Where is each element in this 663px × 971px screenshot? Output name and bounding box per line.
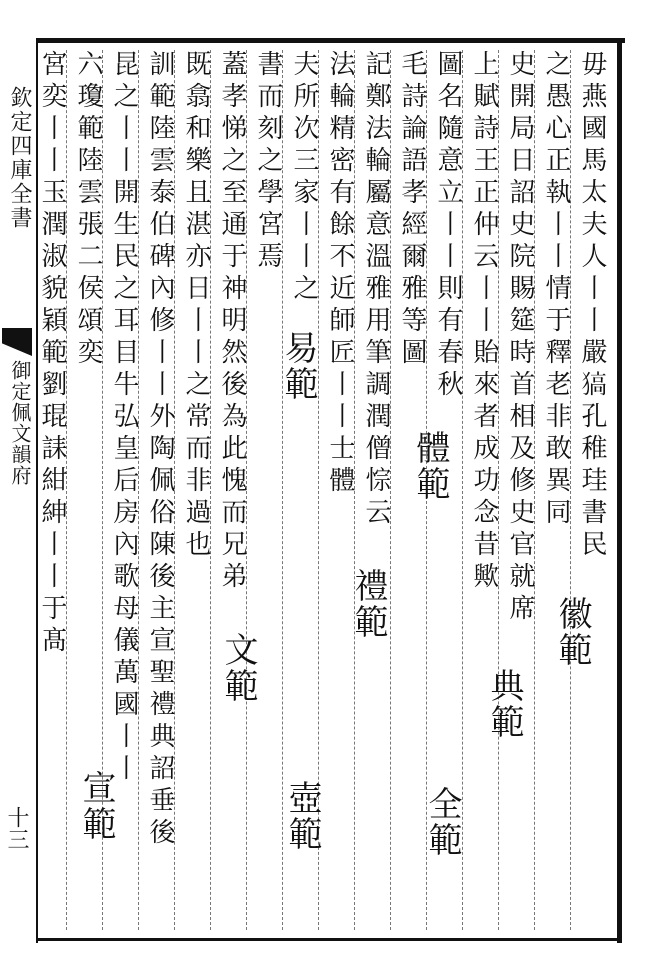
text-column: 毛詩論語孝經爾雅等圖 [390,50,434,930]
text-column: 之愚心正執丨丨情于釋老非敢異同 [534,50,578,930]
text-column: 書而刻之學宮焉 [246,50,290,930]
page-border-bottom [38,938,622,941]
text-column: 昆之丨丨開生民之耳目牛弘皇后房內歌母儀萬國丨丨 [102,50,146,930]
heading-quan-fan: 全範 [422,786,462,858]
text-column: 法輪精密有餘不近師匠丨丨士體 [318,50,362,930]
series-title: 欽定四庫全書 [7,86,32,230]
heading-wen-fan: 文範 [218,632,258,704]
text-column: 既翕和樂且湛亦日丨丨之常而非過也 [174,50,218,930]
text-column: 訓範陸雲泰伯碑內修丨丨外陶佩俗陳後主宣聖禮典詔垂後 [138,50,182,930]
heading-li-fan: 禮範 [348,568,388,640]
page-number: 十三 [4,806,29,850]
text-column: 六瓊範陸雲張二侯頌奕 [66,50,110,930]
text-column: 上賦詩王正仲云丨丨貽來者成功念昔歟 [462,50,506,930]
text-columns [37,50,614,930]
heading-ti-fan: 體範 [410,430,450,502]
text-column: 記鄭法輪屬意溫雅用筆調潤僧悰云 [354,50,398,930]
page-border-top [38,38,625,43]
heading-yi-fan: 易範 [278,330,318,402]
text-column: 圖名隨意立丨丨則有春秋 [426,50,470,930]
heading-xuan-fan: 宣範 [76,770,116,842]
text-column: 毋燕國馬太夫人丨丨嚴𤠖孔稚珪書民 [570,50,614,930]
book-title: 御定佩文韻府 [8,360,32,486]
heading-hui-fan: 徽範 [552,596,592,668]
fish-tail-mark [2,328,32,356]
text-column: 史開局日詔史院賜筵時首相及修史官就席 [498,50,542,930]
heading-dian-fan: 典範 [484,668,524,740]
heading-hu-fan: 壺範 [282,780,322,852]
text-column: 宮奕丨丨玉潤淑貌穎範劉琨誄紺紳丨丨于髙 [37,50,67,658]
text-column: 夫所次三家丨丨之 [282,50,326,930]
text-column: 蓋孝悌之至通于神明然後為此愧而兄弟 [210,50,254,930]
page-border-right [617,38,622,943]
